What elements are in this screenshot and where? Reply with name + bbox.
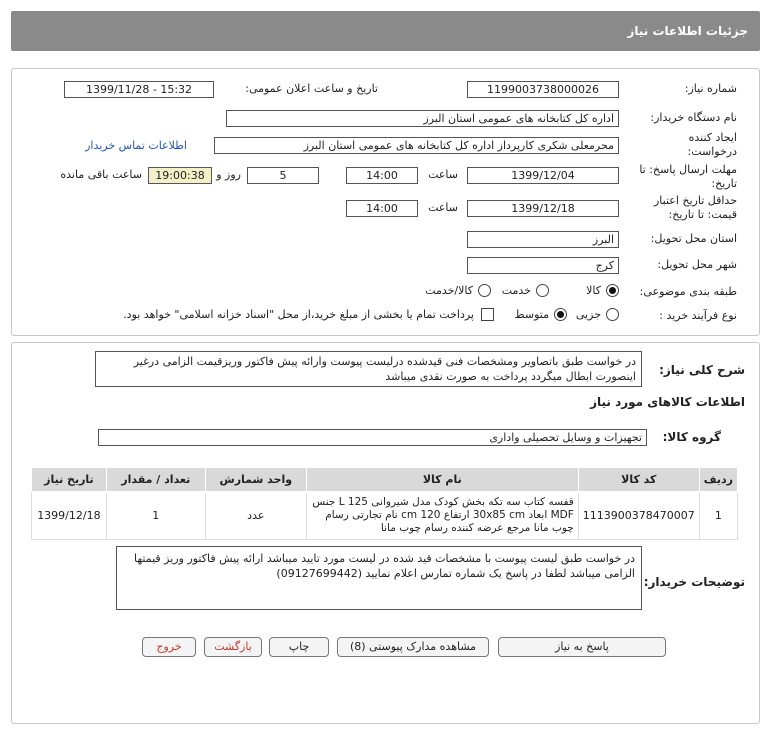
page-header (11, 11, 760, 51)
page-title: جزئیات اطلاعات نیاز (627, 24, 748, 38)
col-index: ردیف (699, 468, 737, 492)
print-button[interactable]: چاپ (269, 637, 329, 657)
attachments-button[interactable]: مشاهده مدارک پیوستی (8) (337, 637, 489, 657)
table-row (32, 492, 738, 540)
row-date: 1399/12/18 (32, 492, 107, 540)
exit-button[interactable]: خروج (142, 637, 196, 657)
description-text: در خواست طبق باتصاویر ومشخصات فنی قیدشده درلیست پیوست وارائه پیش فاکتور وریزقیمت الزامی درغیر اینصورت ابطال میگردد پرداخت به صورت نقدی میباشد (95, 351, 642, 387)
reply-button[interactable]: پاسخ به نیاز (498, 637, 666, 657)
reply-date-field: 1399/12/04 (467, 167, 619, 184)
province-label: استان محل تحویل: (650, 232, 737, 245)
row-quantity: 1 (106, 492, 205, 540)
category-option-service: خدمت (501, 284, 531, 297)
buyer-contact-link[interactable]: اطلاعات تماس خریدار (85, 139, 187, 152)
remaining-label: ساعت باقی مانده (60, 168, 142, 181)
reply-time-field: 14:00 (346, 167, 418, 184)
need-number-label: شماره نیاز: (684, 82, 737, 95)
row-index: 1 (699, 492, 737, 540)
buyer-org-label: نام دستگاه خریدار: (650, 111, 737, 124)
price-time-field: 14:00 (346, 200, 418, 217)
buyer-notes-label: توضیحات خریدار: (643, 575, 745, 589)
process-radio-medium[interactable] (554, 308, 567, 321)
process-option-minor: جزیی (575, 308, 601, 321)
col-name: نام کالا (306, 468, 578, 492)
creator-field: محرمعلی شکری کارپرداز اداره کل کتابخانه های عمومی استان البرز (214, 137, 619, 154)
process-option-medium: متوسط (514, 308, 549, 321)
goods-group-label: گروه کالا: (662, 430, 721, 444)
col-quantity: تعداد / مقدار (106, 468, 205, 492)
description-panel (11, 342, 760, 724)
category-option-goods-service: کالا/خدمت (425, 284, 473, 297)
need-number-field: 1199003738000026 (467, 81, 619, 98)
col-code: کد کالا (578, 468, 699, 492)
days-label: روز و (216, 168, 241, 181)
buyer-notes-text: در خواست طبق لیست پیوست با مشخصات قید شده در لیست مورد تایید میباشد ارائه پیش فاکتور وریز قیمتها الزامی میباشد لطفا در پاسخ یک شماره تمارس اعلام نمایید (09127699442) (116, 546, 642, 610)
row-name: قفسه کتاب سه تکه بخش کودک مدل شیروانی 125 L جنس MDF ابعاد 30x85 cm ارتفاع 120 cm نام تجارتی رسام چوب مانا مرجع عرضه کننده رسام چوب مانا (306, 492, 578, 540)
info-panel (11, 68, 760, 336)
row-code: 1113900378470007 (578, 492, 699, 540)
goods-table-wrap (31, 467, 738, 540)
category-radio-goods[interactable] (606, 284, 619, 297)
col-unit: واحد شمارش (205, 468, 306, 492)
buyer-org-field: اداره کل کتابخانه های عمومی استان البرز (226, 110, 619, 127)
treasury-payment-note: پرداخت تمام یا بخشی از مبلغ خرید،از محل "اسناد خزانه اسلامی" خواهد بود. (123, 308, 474, 321)
city-field: کرج (467, 257, 619, 274)
province-field: البرز (467, 231, 619, 248)
goods-group-field: تجهیزات و وسایل تحصیلی واداری (98, 429, 647, 446)
category-label: طبقه بندی موضوعی: (639, 285, 737, 298)
goods-section-title: اطلاعات کالاهای مورد نیاز (590, 395, 745, 409)
price-date-field: 1399/12/18 (467, 200, 619, 217)
back-button[interactable]: بازگشت (204, 637, 262, 657)
goods-table (31, 467, 738, 540)
announce-label: تاریخ و ساعت اعلان عمومی: (245, 82, 378, 95)
treasury-payment-checkbox[interactable] (481, 308, 494, 321)
process-label: نوع فرآیند خرید : (659, 309, 737, 322)
price-time-label: ساعت (428, 201, 458, 214)
row-unit: عدد (205, 492, 306, 540)
category-radio-service[interactable] (536, 284, 549, 297)
announce-field: 1399/11/28 - 15:32 (64, 81, 214, 98)
city-label: شهر محل تحویل: (657, 258, 737, 271)
reply-time-label: ساعت (428, 168, 458, 181)
price-validity-label: حداقل تاریخ اعتبار قیمت: تا تاریخ: (653, 194, 737, 221)
remaining-time-field: 19:00:38 (148, 167, 212, 184)
category-option-goods: کالا (586, 284, 601, 297)
process-radio-minor[interactable] (606, 308, 619, 321)
description-label: شرح کلی نیاز: (659, 363, 745, 377)
col-date: تاریخ نیاز (32, 468, 107, 492)
category-radio-goods-service[interactable] (478, 284, 491, 297)
creator-label: ایجاد کننده درخواست: (687, 131, 737, 158)
goods-table-header (32, 468, 738, 492)
reply-deadline-label: مهلت ارسال پاسخ: تا تاریخ: (639, 163, 737, 190)
days-field: 5 (247, 167, 319, 184)
